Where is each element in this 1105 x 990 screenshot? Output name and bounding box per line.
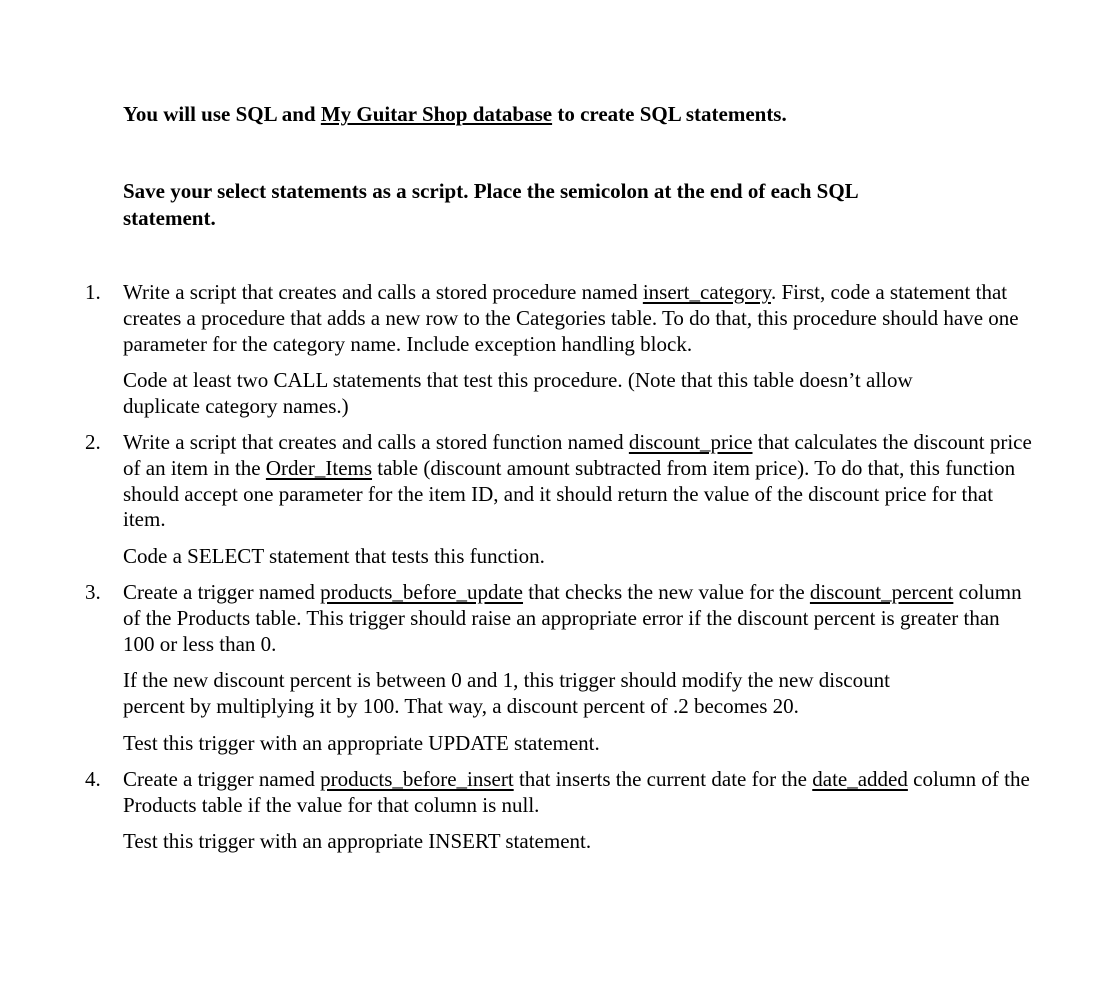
task-text: column of the Products table. This trigger should raise an appropriate error if the discount percent is greater than 100 or less than 0. bbox=[123, 579, 1022, 656]
intro-line-1 bbox=[123, 101, 943, 128]
task-paragraph: Code at least two CALL statements that test this procedure. (Note that this table doesn’t allow duplicate category names.) bbox=[123, 368, 913, 419]
task-paragraph bbox=[123, 580, 1033, 657]
trigger-name: products_before_update bbox=[320, 579, 524, 604]
task-text: that checks the new value for the bbox=[523, 579, 810, 604]
task-text: Create a trigger named bbox=[123, 766, 321, 791]
task-text: that calculates the discount price of an item in the bbox=[123, 429, 1032, 480]
task-item-2 bbox=[85, 429, 1033, 570]
task-paragraph: Test this trigger with an appropriate INSERT statement. bbox=[123, 829, 592, 854]
function-name: discount_price bbox=[628, 429, 753, 454]
procedure-name: insert_category bbox=[642, 280, 771, 304]
database-link[interactable]: My Guitar Shop database bbox=[320, 102, 553, 126]
intro-line-2: Save your select statements as a script. Place the semicolon at the end of each SQL statement. bbox=[123, 179, 858, 230]
task-item-4 bbox=[85, 766, 1033, 855]
task-list bbox=[85, 280, 1033, 865]
task-text: . First, code a statement that creates a procedure that adds a new row to the Categories table. To do that, this procedure should have one parameter for the category name. Include exception handling block. bbox=[123, 280, 1019, 356]
task-paragraph: Test this trigger with an appropriate UPDATE statement. bbox=[123, 730, 600, 755]
task-text: that inserts the current date for the bbox=[513, 766, 813, 791]
task-paragraph bbox=[123, 430, 1033, 533]
column-name: discount_percent bbox=[809, 579, 954, 604]
intro-text: You will use SQL and bbox=[123, 102, 321, 126]
trigger-name: products_before_insert bbox=[320, 766, 514, 791]
column-name: date_added bbox=[812, 766, 908, 791]
task-text: Write a script that creates and calls a stored function named bbox=[123, 429, 629, 454]
task-text: column of the Products table if the value for that column is null. bbox=[123, 766, 1030, 817]
task-paragraph: Code a SELECT statement that tests this function. bbox=[123, 544, 545, 569]
task-number: 3. bbox=[85, 579, 101, 604]
task-number: 1. bbox=[85, 280, 101, 304]
table-name: Order_Items bbox=[265, 455, 373, 480]
task-paragraph bbox=[123, 767, 1033, 819]
task-paragraph: If the new discount percent is between 0 and 1, this trigger should modify the new discount percent by multiplying it by 100. That way, a discount percent of .2 becomes 20. bbox=[123, 668, 890, 719]
task-text: table (discount amount subtracted from item price). To do that, this function should accept one parameter for the item ID, and it should return the value of the discount price for that item. bbox=[123, 455, 1016, 532]
task-item-1 bbox=[85, 280, 1033, 420]
task-item-3 bbox=[85, 579, 1033, 757]
task-number: 4. bbox=[85, 766, 101, 791]
intro-text-end: to create SQL statements. bbox=[552, 102, 787, 126]
task-number: 2. bbox=[85, 429, 101, 454]
task-text: Write a script that creates and calls a stored procedure named bbox=[123, 280, 643, 304]
task-paragraph bbox=[123, 280, 1033, 357]
task-text: Create a trigger named bbox=[123, 579, 321, 604]
